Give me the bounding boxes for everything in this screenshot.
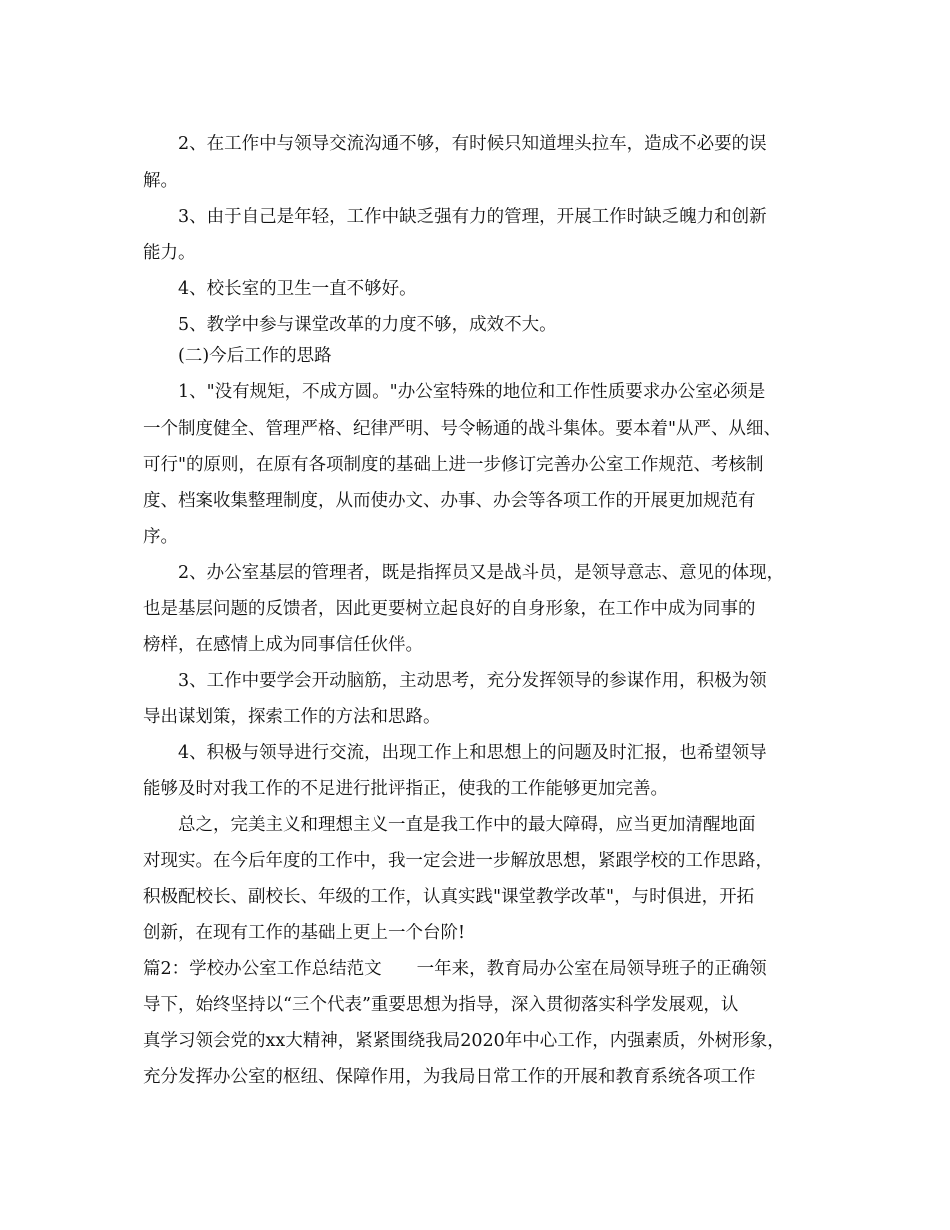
text-line: 3、工作中要学会开动脑筋，主动思考，充分发挥领导的参谋作用，积极为领: [178, 671, 767, 691]
text-line: 一个制度健全、管理严格、纪律严明、号令畅通的战斗集体。要本着"从严、从细、: [143, 419, 782, 439]
text-line: 可行"的原则，在原有各项制度的基础上进一步修订完善办公室工作规范、考核制: [143, 455, 764, 475]
section-heading: (二)今后工作的思路: [178, 346, 332, 366]
text-line: 5、教学中参与课堂改革的力度不够，成效不大。: [178, 315, 557, 335]
text-line: 也是基层问题的反馈者，因此更要树立起良好的自身形象，在工作中成为同事的: [143, 599, 756, 619]
text-line: 篇2：学校办公室工作总结范文 一年来，教育局办公室在局领导班子的正确领: [143, 959, 767, 979]
text-line: 序。: [143, 527, 178, 547]
text-line: 总之，完美主义和理想主义一直是我工作中的最大障碍，应当更加清醒地面: [178, 815, 756, 835]
text-line: 创新，在现有工作的基础上更上一个台阶!: [143, 923, 466, 943]
text-line: 导下，始终坚持以“三个代表”重要思想为指导，深入贯彻落实科学发展观，认: [143, 995, 739, 1015]
text-line: 2、在工作中与领导交流沟通不够，有时候只知道埋头拉车，造成不必要的误: [178, 134, 767, 154]
text-line: 充分发挥办公室的枢纽、保障作用，为我局日常工作的开展和教育系统各项工作: [143, 1067, 756, 1087]
text-line: 导出谋划策，探索工作的方法和思路。: [143, 707, 441, 727]
text-line: 榜样，在感情上成为同事信任伙伴。: [143, 635, 423, 655]
text-line: 能力。: [143, 243, 196, 263]
text-line: 解。: [143, 171, 178, 191]
text-line: 能够及时对我工作的不足进行批评指正，使我的工作能够更加完善。: [143, 779, 668, 799]
text-line: 2、办公室基层的管理者，既是指挥员又是战斗员，是领导意志、意见的体现，: [178, 563, 785, 583]
text-line: 1、"没有规矩，不成方圆。"办公室特殊的地位和工作性质要求办公室必须是: [178, 382, 766, 402]
text-line: 度、档案收集整理制度，从而使办文、办事、办会等各项工作的开展更加规范有: [143, 491, 756, 511]
text-line: 3、由于自己是年轻，工作中缺乏强有力的管理，开展工作时缺乏魄力和创新: [178, 207, 767, 227]
text-line: 4、积极与领导进行交流，出现工作上和思想上的问题及时汇报，也希望领导: [178, 743, 767, 763]
text-line: 真学习领会党的xx大精神，紧紧围绕我局2020年中心工作，内强素质，外树形象，: [143, 1031, 785, 1051]
text-line: 对现实。在今后年度的工作中，我一定会进一步解放思想，紧跟学校的工作思路，: [143, 851, 773, 871]
text-line: 积极配校长、副校长、年级的工作，认真实践"课堂教学改革"，与时俱进，开拓: [143, 887, 755, 907]
text-line: 4、校长室的卫生一直不够好。: [178, 279, 417, 299]
